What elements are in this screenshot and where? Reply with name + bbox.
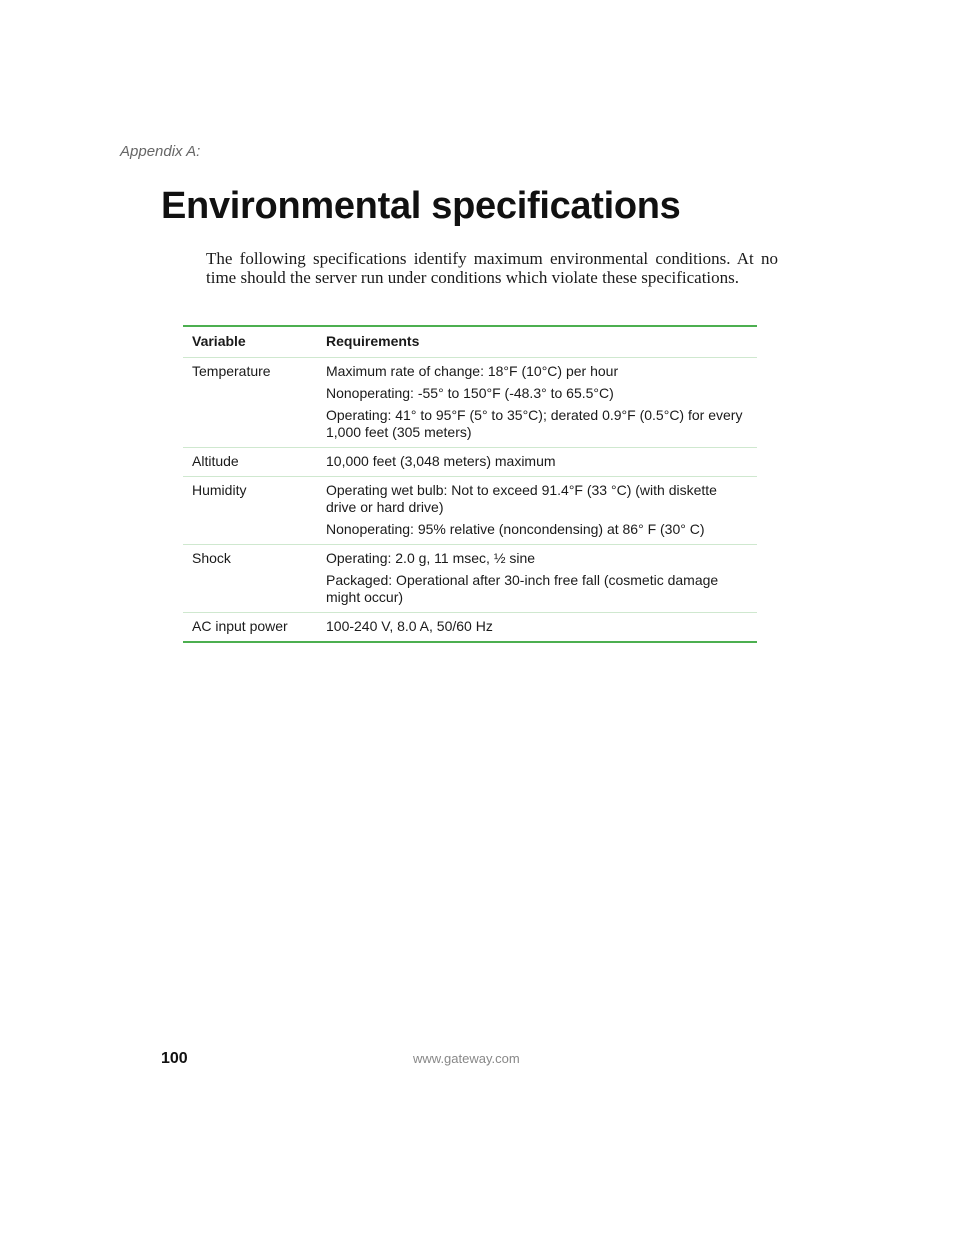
requirement-line: 100-240 V, 8.0 A, 50/60 Hz	[326, 618, 493, 634]
table-header-row	[183, 326, 757, 358]
requirement-line: Operating: 41° to 95°F (5° to 35°C); derated 0.9°F (0.5°C) for every 1,000 feet (305 meters)	[326, 407, 743, 440]
table-row	[183, 477, 757, 545]
page-title: Environmental specifications	[161, 185, 681, 227]
requirements-cell	[317, 358, 757, 448]
table-row	[183, 358, 757, 448]
requirements-cell	[317, 448, 757, 477]
requirement-line: Maximum rate of change: 18°F (10°C) per hour	[326, 363, 619, 379]
header-requirements: Requirements	[317, 326, 757, 358]
table-row	[183, 448, 757, 477]
requirement-line: Packaged: Operational after 30-inch free fall (cosmetic damage might occur)	[326, 572, 719, 605]
variable-cell: Temperature	[183, 358, 317, 448]
footer-url[interactable]: www.gateway.com	[413, 1051, 520, 1066]
header-variable: Variable	[183, 326, 317, 358]
table-row	[183, 613, 757, 643]
variable-cell: Humidity	[183, 477, 317, 545]
intro-paragraph: The following specifications identify maximum environmental conditions. At no time should the server run under conditions which violate these specifications.	[206, 249, 778, 287]
requirement-line: Nonoperating: 95% relative (noncondensing) at 86° F (30° C)	[326, 521, 705, 537]
variable-cell: Altitude	[183, 448, 317, 477]
requirements-cell	[317, 613, 757, 643]
variable-cell: Shock	[183, 545, 317, 613]
running-head: Appendix A:	[120, 143, 201, 160]
requirement-line: 10,000 feet (3,048 meters) maximum	[326, 453, 556, 469]
table-row	[183, 545, 757, 613]
requirement-line: Nonoperating: -55° to 150°F (-48.3° to 65.5°C)	[326, 385, 614, 401]
page-number: 100	[161, 1050, 188, 1067]
requirements-cell	[317, 477, 757, 545]
requirement-line: Operating wet bulb: Not to exceed 91.4°F (33 °C) (with diskette drive or hard drive)	[326, 482, 717, 515]
variable-cell: AC input power	[192, 618, 288, 634]
requirement-line: Operating: 2.0 g, 11 msec, ½ sine	[326, 550, 536, 566]
requirements-cell	[317, 545, 757, 613]
environmental-spec-table	[183, 325, 757, 643]
